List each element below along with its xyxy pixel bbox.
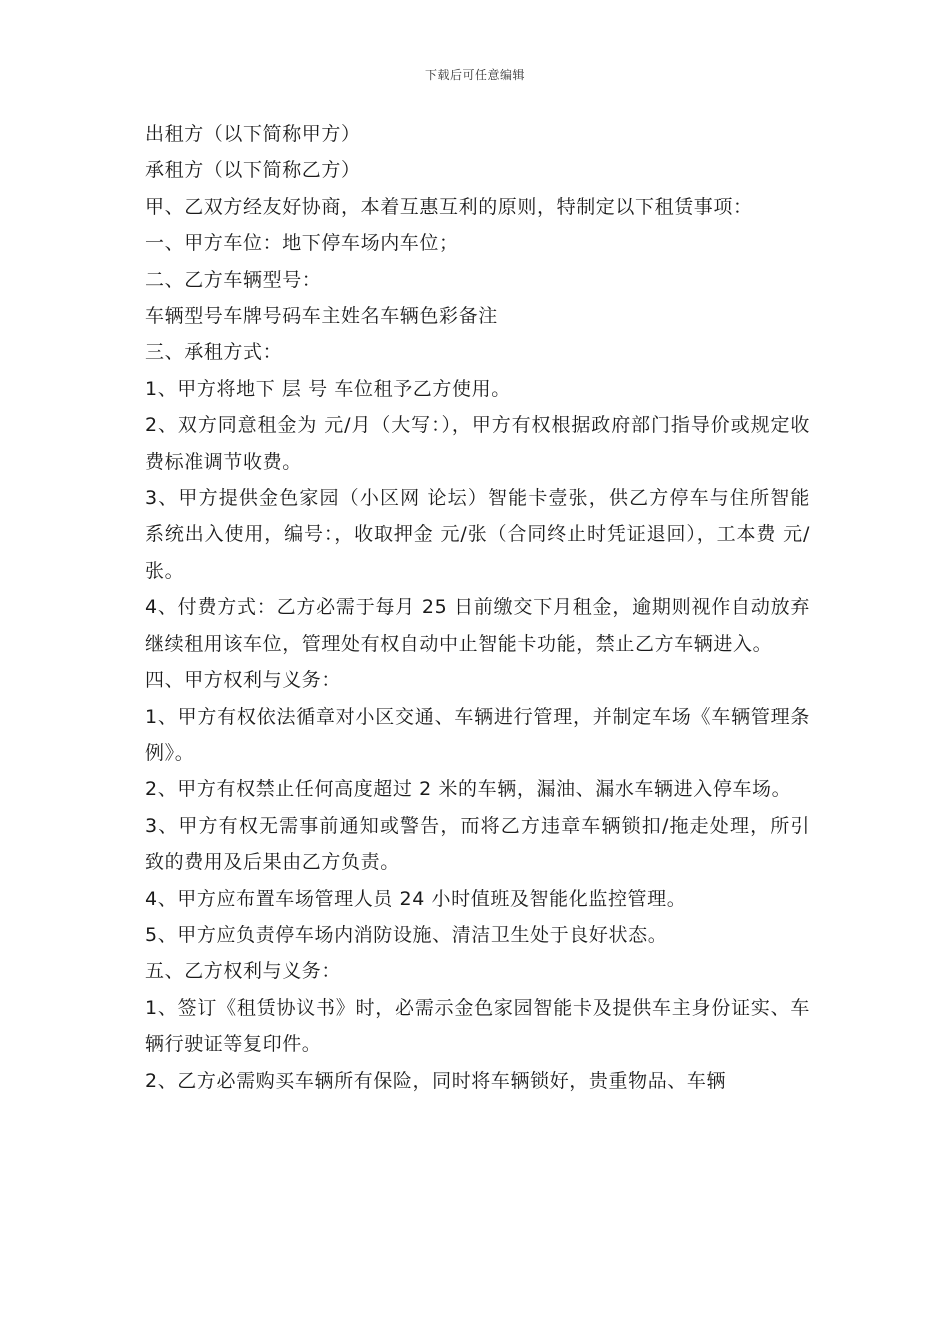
document-body — [145, 116, 810, 1099]
paragraph-section-3: 三、承租方式： — [145, 341, 283, 364]
paragraph-section-4: 四、甲方权利与义务： — [145, 669, 342, 692]
paragraph-3-1: 1、甲方将地下 层 号 车位租予乙方使用。 — [145, 377, 511, 400]
page-header-note: 下载后可任意编辑 — [424, 68, 525, 82]
paragraph-intro: 甲、乙双方经友好协商，本着互惠互利的原则，特制定以下租赁事项： — [145, 195, 753, 218]
paragraph-3-4: 4、付费方式：乙方必需于每月 25 日前缴交下月租金，逾期则视作自动放弃继续租用该车位，管理处有权自动中止智能卡功能，禁止乙方车辆进入。 — [145, 596, 810, 655]
paragraph-4-3: 3、甲方有权无需事前通知或警告，而将乙方违章车辆锁扣/拖走处理，所引致的费用及后果由乙方负责。 — [145, 814, 810, 874]
paragraph-section-5: 五、乙方权利与义务： — [145, 960, 342, 983]
paragraph-5-1: 1、签订《租赁协议书》时，必需示金色家园智能卡及提供车主身份证实、车辆行驶证等复印件。 — [145, 996, 810, 1056]
paragraph-3-2: 2、双方同意租金为 元/月（大写：），甲方有权根据政府部门指导价或规定收费标准调节收费。 — [145, 414, 810, 473]
paragraph-3-3: 3、甲方提供金色家园（小区网 论坛）智能卡壹张，供乙方停车与住所智能系统出入使用，编号：，收取押金 元/张（合同终止时凭证退回），工本费 元/张。 — [145, 487, 810, 582]
paragraph-section-2: 二、乙方车辆型号： — [145, 268, 322, 291]
paragraph-lessee: 承租方（以下简称乙方） — [145, 159, 361, 182]
paragraph-vehicle-fields: 车辆型号车牌号码车主姓名车辆色彩备注 — [145, 305, 498, 328]
paragraph-4-4: 4、甲方应布置车场管理人员 24 小时值班及智能化监控管理。 — [145, 887, 687, 910]
paragraph-4-5: 5、甲方应负责停车场内消防设施、清洁卫生处于良好状态。 — [145, 923, 668, 946]
paragraph-lessor: 出租方（以下简称甲方） — [145, 123, 361, 145]
paragraph-5-2: 2、乙方必需购买车辆所有保险，同时将车辆锁好，贵重物品、车辆 — [145, 1069, 727, 1092]
paragraph-4-2: 2、甲方有权禁止任何高度超过 2 米的车辆，漏油、漏水车辆进入停车场。 — [145, 778, 792, 801]
paragraph-section-1: 一、甲方车位：地下停车场内车位； — [145, 232, 459, 255]
paragraph-4-1: 1、甲方有权依法循章对小区交通、车辆进行管理，并制定车场《车辆管理条例》。 — [145, 705, 810, 764]
